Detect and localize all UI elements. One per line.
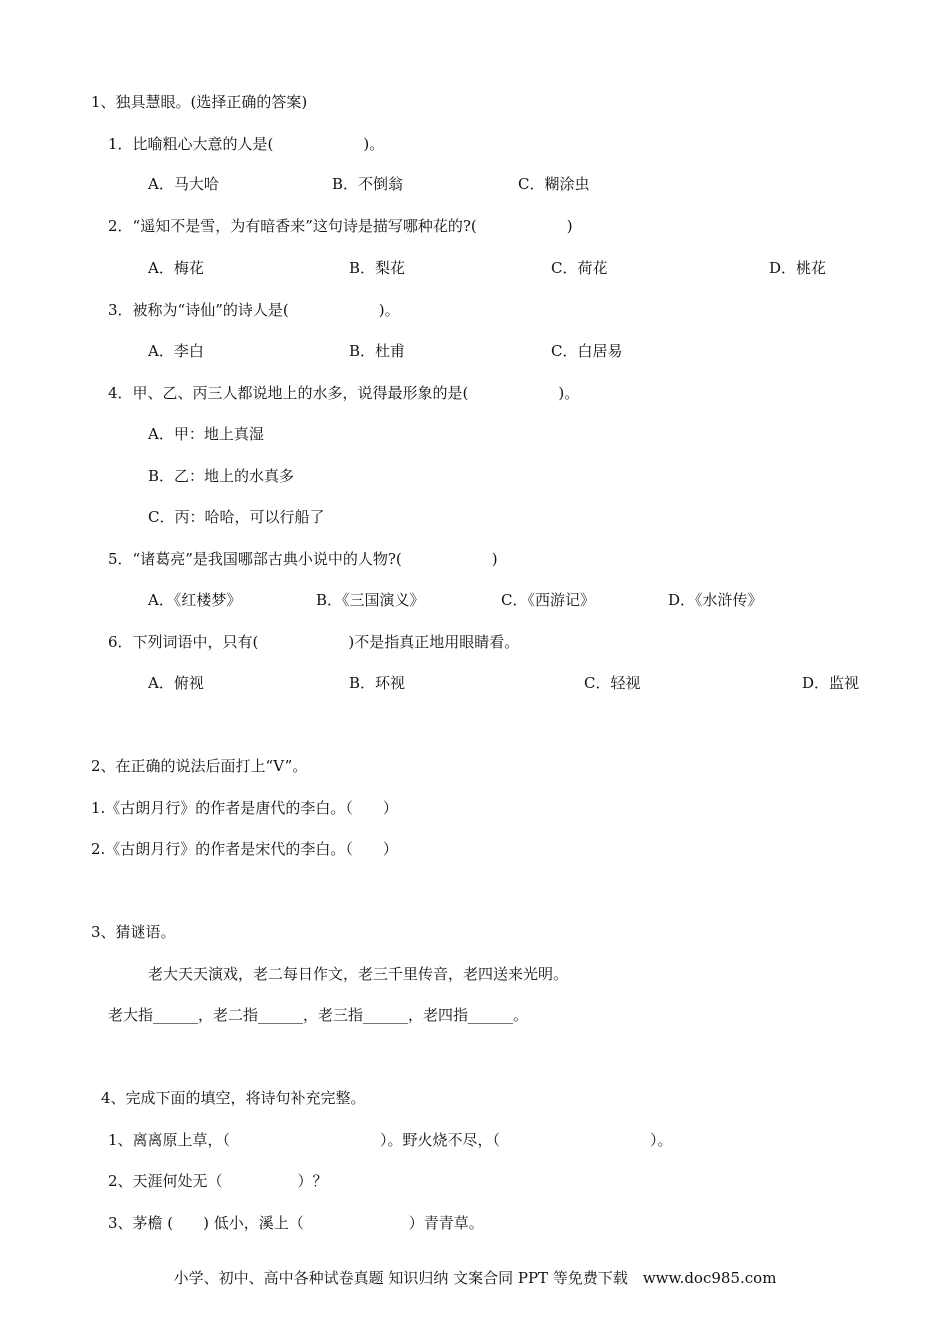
riddle-text: 老大天天演戏，老二每日作文，老三千里传音，老四送来光明。 xyxy=(148,965,569,983)
question-2-stem: 2．“遥知不是雪，为有暗香来”这句诗是描写哪种花的?( ) xyxy=(108,217,573,235)
question-3-stem: 3．被称为“诗仙”的诗人是( )。 xyxy=(108,301,400,319)
question-6-option-d: D．监视 xyxy=(802,674,860,692)
section-2-item-1: 1.《古朗月行》的作者是唐代的李白。（ ） xyxy=(91,799,398,817)
question-5-option-b: B．《三国演义》 xyxy=(316,591,425,609)
question-1-option-a: A．马大哈 xyxy=(148,175,219,193)
question-1-stem: 1．比喻粗心大意的人是( )。 xyxy=(108,135,385,153)
question-6-option-c: C．轻视 xyxy=(584,674,641,692)
question-3-option-c: C．白居易 xyxy=(551,342,623,360)
page-footer: 小学、初中、高中各种试卷真题 知识归纳 文案合同 PPT 等免费下载 www.doc985.com xyxy=(173,1269,777,1287)
question-4-option-c: C．丙：哈哈，可以行船了 xyxy=(148,508,325,526)
question-3-option-b: B．杜甫 xyxy=(349,342,406,360)
poem-fill-1: 1、离离原上草，（ ）。野火烧不尽，（ ）。 xyxy=(108,1131,673,1149)
question-4-option-b: B．乙：地上的水真多 xyxy=(148,467,295,485)
question-4-stem: 4．甲、乙、丙三人都说地上的水多，说得最形象的是( )。 xyxy=(108,384,580,402)
question-5-option-d: D．《水浒传》 xyxy=(668,591,763,609)
question-1-option-b: B．不倒翁 xyxy=(332,175,404,193)
question-6-option-b: B．环视 xyxy=(349,674,406,692)
question-2-option-c: C．荷花 xyxy=(551,259,608,277)
question-1-option-c: C．糊涂虫 xyxy=(518,175,590,193)
question-6-option-a: A．俯视 xyxy=(148,674,204,692)
poem-fill-3: 3、茅檐 ( ) 低小，溪上（ ）青青草。 xyxy=(108,1214,484,1232)
riddle-answer-line: 老大指______，老二指______，老三指______，老四指______。 xyxy=(108,1006,529,1024)
question-6-stem: 6．下列词语中，只有( )不是指真正地用眼睛看。 xyxy=(108,633,520,651)
section-1-heading: 1、独具慧眼。(选择正确的答案) xyxy=(91,93,308,111)
question-2-option-a: A．梅花 xyxy=(148,259,204,277)
question-5-stem: 5．“诸葛亮”是我国哪部古典小说中的人物?( ) xyxy=(108,550,498,568)
section-3-heading: 3、猜谜语。 xyxy=(91,923,176,941)
section-4-heading: 4、完成下面的填空，将诗句补充完整。 xyxy=(101,1089,366,1107)
question-3-option-a: A．李白 xyxy=(148,342,204,360)
section-2-heading: 2、在正确的说法后面打上“V”。 xyxy=(91,757,308,775)
question-2-option-d: D．桃花 xyxy=(769,259,827,277)
question-2-option-b: B．梨花 xyxy=(349,259,406,277)
section-2-item-2: 2.《古朗月行》的作者是宋代的李白。（ ） xyxy=(91,840,398,858)
question-5-option-a: A．《红楼梦》 xyxy=(148,591,242,609)
poem-fill-2: 2、天涯何处无（ ）？ xyxy=(108,1172,328,1190)
question-5-option-c: C．《西游记》 xyxy=(501,591,595,609)
question-4-option-a: A．甲：地上真湿 xyxy=(148,425,264,443)
